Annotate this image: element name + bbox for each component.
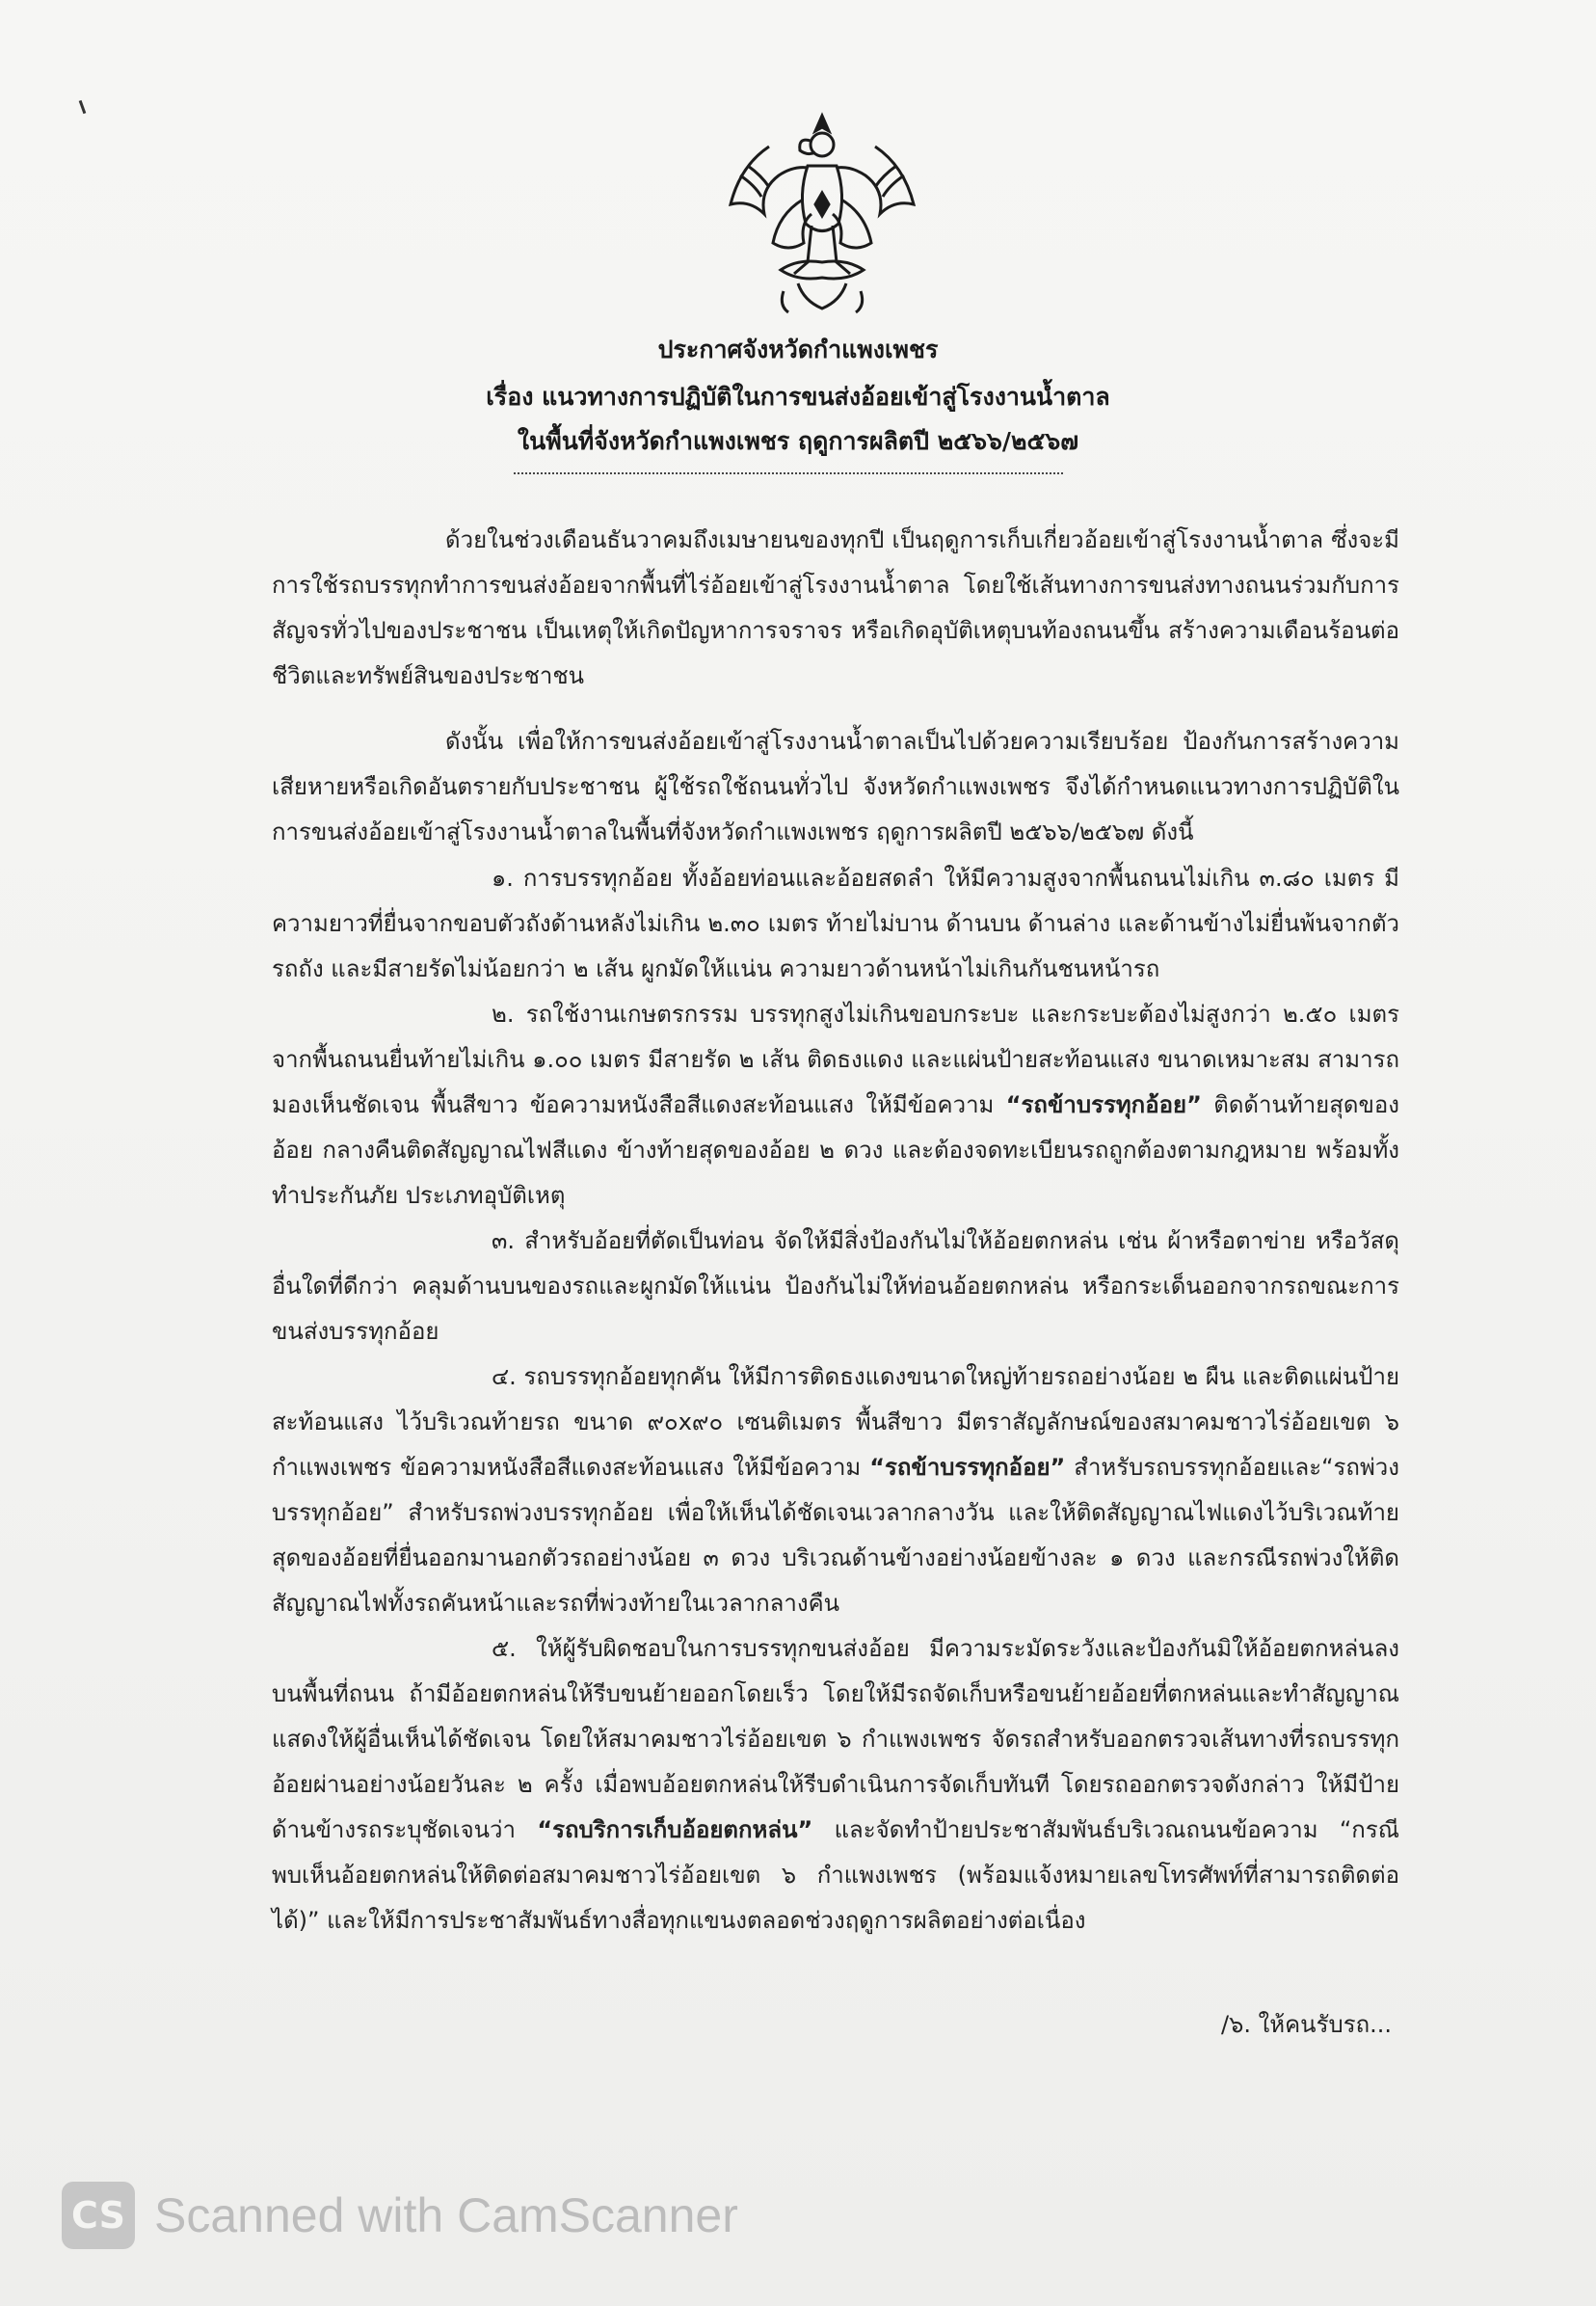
bold-phrase: “รถข้าบรรทุกอ้อย” — [1005, 1091, 1202, 1118]
dotted-divider — [514, 472, 1063, 474]
announcement-subject: เรื่อง แนวทางการปฏิบัติในการขนส่งอ้อยเข้าสู่โรงงานน้ำตาล — [486, 383, 1110, 411]
bold-phrase: “รถบริการเก็บอ้อยตกหล่น” — [537, 1816, 813, 1843]
announcement-scope: ในพื้นที่จังหวัดกำแพงเพชร ฤดูการผลิตปี ๒๕๖๖/๒๕๖๗ — [517, 427, 1079, 455]
item-2: ๒. รถใช้งานเกษตรกรรม บรรทุกสูงไม่เกินขอบกระบะ และกระบะต้องไม่สูงกว่า ๒.๕๐ เมตร จากพื้นถนนยื่นท้ายไม่เกิน ๑.๐๐ เมตร มีสายรัด ๒ เส้น ติดธงแดง และแผ่นป้ายสะท้อนแสง ขนาดเหมาะสม สามารถมองเห็นชัดเจน พื้นสีขาว ข้อความหนังสือสีแดงสะท้อนแสง ให้มีข้อความ “รถข้าบรรทุกอ้อย” ติดด้านท้ายสุดของอ้อย กลางคืนติดสัญญาณไฟสีแดง ข้างท้ายสุดของอ้อย ๒ ดวง และต้องจดทะเบียนรถถูกต้องตามกฎหมาย พร้อมทั้งทำประกันภัย ประเภทอุบัติเหตุ — [272, 1001, 1400, 1209]
watermark-text: Scanned with CamScanner — [154, 2188, 738, 2242]
bold-phrase: “รถข้าบรรทุกอ้อย” — [869, 1454, 1066, 1481]
paragraph-purpose: ดังนั้น เพื่อให้การขนส่งอ้อยเข้าสู่โรงงานน้ำตาลเป็นไปด้วยความเรียบร้อย ป้องกันการสร้างความเสียหายหรือเกิดอันตรายกับประชาชน ผู้ใช้รถใช้ถนนทั่วไป จังหวัดกำแพงเพชร จึงได้กำหนดแนวทางการปฏิบัติในการขนส่งอ้อยเข้าสู่โรงงานน้ำตาลในพื้นที่จังหวัดกำแพงเพชร ฤดูการผลิตปี ๒๕๖๖/๒๕๖๗ ดังนี้ — [272, 728, 1399, 845]
item-3: ๓. สำหรับอ้อยที่ตัดเป็นท่อน จัดให้มีสิ่งป้องกันไม่ให้อ้อยตกหล่น เช่น ผ้าหรือตาข่าย หรือวัสดุอื่นใดที่ดีกว่า คลุมด้านบนของรถและผูกมัดให้แน่น ป้องกันไม่ให้ท่อนอ้อยตกหล่น หรือกระเด็นออกจากรถขณะการขนส่งบรรทุกอ้อย — [272, 1227, 1399, 1345]
scan-mark — [79, 100, 87, 114]
item-5: ๕. ให้ผู้รับผิดชอบในการบรรทุกขนส่งอ้อย มีความระมัดระวังและป้องกันมิให้อ้อยตกหล่นลงบนพื้นที่ถนน ถ้ามีอ้อยตกหล่นให้รีบขนย้ายออกโดยเร็ว โดยให้มีรถจัดเก็บหรือขนย้ายอ้อยที่ตกหล่นและทำสัญญาณแสดงให้ผู้อื่นเห็นได้ชัดเจน โดยให้สมาคมชาวไร่อ้อยเขต ๖ กำแพงเพชร จัดรถสำหรับออกตรวจเส้นทางที่รถบรรทุกอ้อยผ่านอย่างน้อยวันละ ๒ ครั้ง เมื่อพบอ้อยตกหล่นให้รีบดำเนินการจัดเก็บทันที โดยรถออกตรวจดังกล่าว ให้มีป้ายด้านข้างรถระบุชัดเจนว่า “รถบริการเก็บอ้อยตกหล่น” และจัดทำป้ายประชาสัมพันธ์บริเวณถนนข้อความ “กรณีพบเห็นอ้อยตกหล่นให้ติดต่อสมาคมชาวไร่อ้อยเขต ๖ กำแพงเพชร (พร้อมแจ้งหมายเลขโทรศัพท์ที่สามารถติดต่อได้)” และให้มีการประชาสัมพันธ์ทางสื่อทุกแขนงตลอดช่วงฤดูการผลิตอย่างต่อเนื่อง — [272, 1635, 1399, 1934]
camscanner-watermark — [62, 2177, 738, 2254]
continued-note: /๖. ให้คนรับรถ... — [1221, 2011, 1393, 2038]
announcement-title: ประกาศจังหวัดกำแพงเพชร — [657, 335, 939, 363]
garuda-emblem-icon — [711, 108, 933, 325]
item-1: ๑. การบรรทุกอ้อย ทั้งอ้อยท่อนและอ้อยสดลำ ให้มีความสูงจากพื้นถนนไม่เกิน ๓.๘๐ เมตร มีความยาวที่ยื่นจากขอบตัวถังด้านหลังไม่เกิน ๒.๓๐ เมตร ท้ายไม่บาน ด้านบน ด้านล่าง และด้านข้างไม่ยื่นพ้นจากตัวรถถัง และมีสายรัดไม่น้อยกว่า ๒ เส้น ผูกมัดให้แน่น ความยาวด้านหน้าไม่เกินกันชนหน้ารถ — [272, 865, 1399, 982]
paragraph-intro: ด้วยในช่วงเดือนธันวาคมถึงเมษายนของทุกปี เป็นฤดูการเก็บเกี่ยวอ้อยเข้าสู่โรงงานน้ำตาล ซึ่งจะมีการใช้รถบรรทุกทำการขนส่งอ้อยจากพื้นที่ไร่อ้อยเข้าสู่โรงงานน้ำตาล โดยใช้เส้นทางการขนส่งทางถนนร่วมกับการสัญจรทั่วไปของประชาชน เป็นเหตุให้เกิดปัญหาการจราจร หรือเกิดอุบัติเหตุบนท้องถนนขึ้น สร้างความเดือนร้อนต่อชีวิตและทรัพย์สินของประชาชน — [272, 526, 1399, 689]
camscanner-logo: CS — [62, 2182, 135, 2249]
item-4: ๔. รถบรรทุกอ้อยทุกคัน ให้มีการติดธงแดงขนาดใหญ่ท้ายรถอย่างน้อย ๒ ผืน และติดแผ่นป้ายสะท้อนแสง ไว้บริเวณท้ายรถ ขนาด ๙๐x๙๐ เซนติเมตร พื้นสีขาว มีตราสัญลักษณ์ของสมาคมชาวไร่อ้อยเขต ๖ กำแพงเพชร ข้อความหนังสือสีแดงสะท้อนแสง ให้มีข้อความ “รถข้าบรรทุกอ้อย” สำหรับรถบรรทุกอ้อยและ“รถพ่วงบรรทุกอ้อย” สำหรับรถพ่วงบรรทุกอ้อย เพื่อให้เห็นได้ชัดเจนเวลากลางวัน และให้ติดสัญญาณไฟแดงไว้บริเวณท้ายสุดของอ้อยที่ยื่นออกมานอกตัวรถอย่างน้อย ๓ ดวง บริเวณด้านข้างอย่างน้อยข้างละ ๑ ดวง และกรณีรถพ่วงให้ติดสัญญาณไฟทั้งรถคันหน้าและรถที่พ่วงท้ายในเวลากลางคืน — [272, 1363, 1399, 1617]
